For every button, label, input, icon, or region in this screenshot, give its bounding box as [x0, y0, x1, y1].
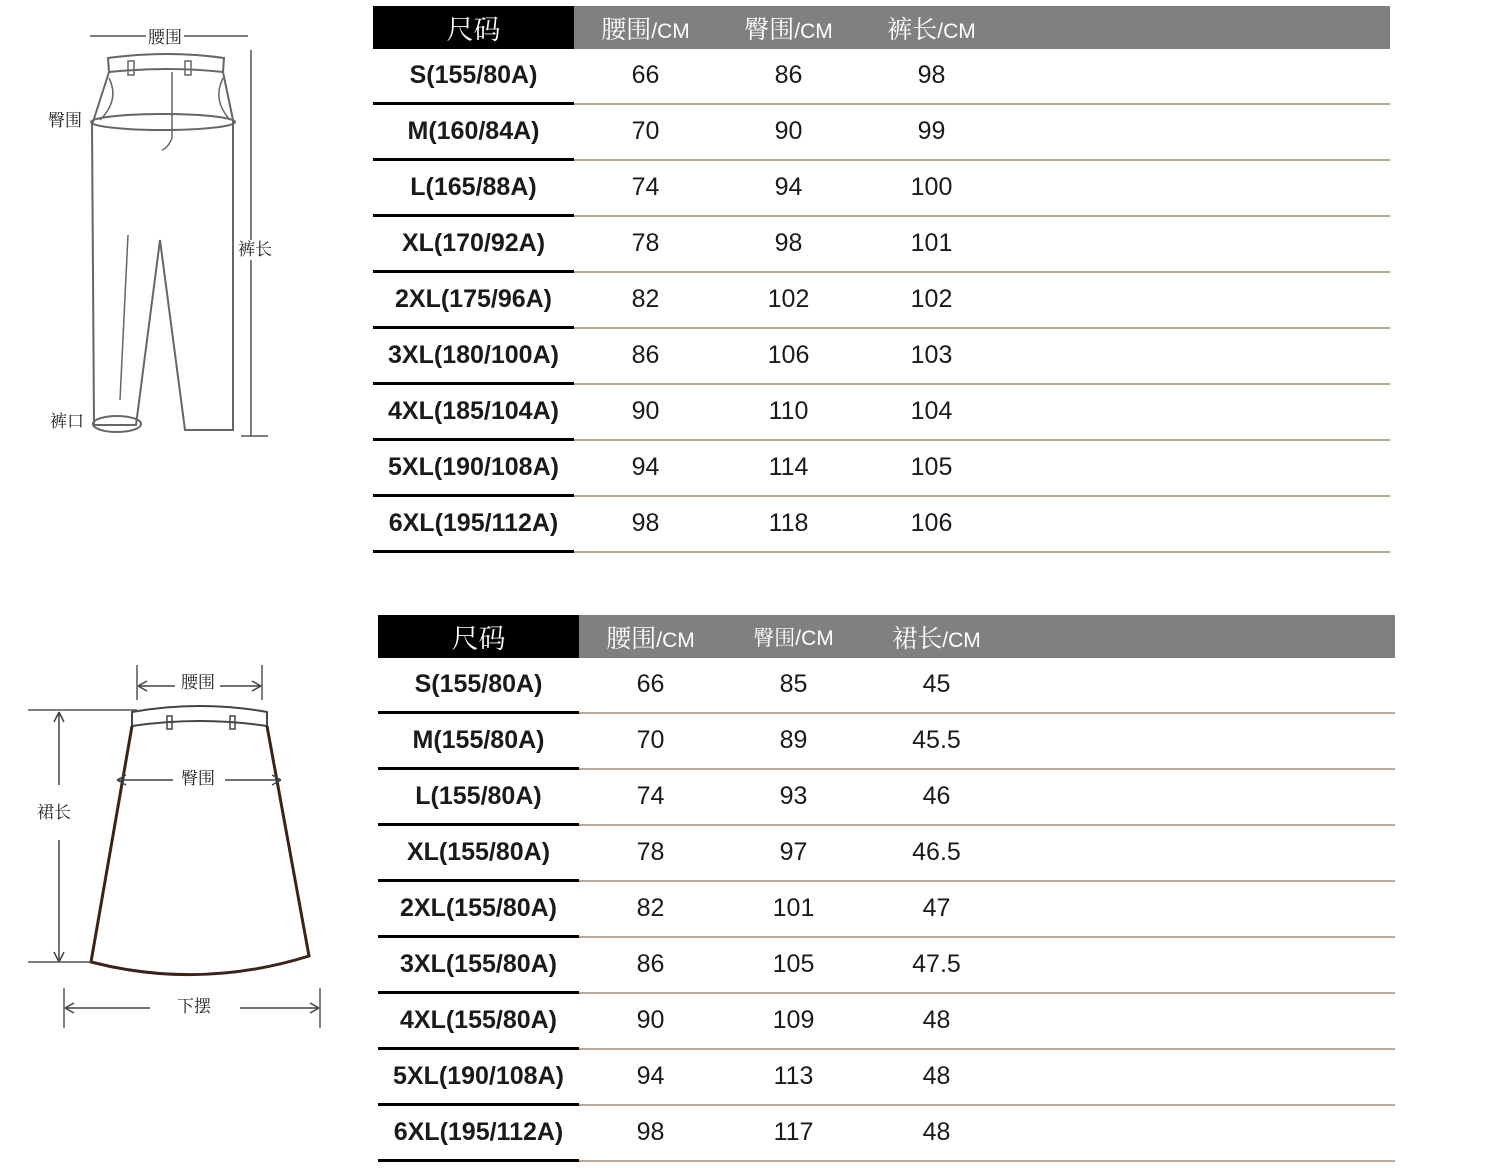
pants-length-label: 裤长: [238, 240, 272, 260]
size-cell: 4XL(155/80A): [378, 993, 579, 1049]
size-cell: L(165/88A): [373, 160, 574, 216]
pants-hem-label: 裤口: [50, 412, 84, 432]
header-length-unit: /CM: [937, 19, 976, 43]
filler-cell: [1008, 713, 1395, 769]
table-row: [378, 1105, 1395, 1161]
filler-cell: [1003, 496, 1390, 552]
header-length: [865, 615, 1008, 658]
filler-cell: [1003, 216, 1390, 272]
filler-cell: [1008, 993, 1395, 1049]
header-waist: [574, 6, 717, 49]
hip-cell: 113: [722, 1049, 865, 1105]
length-cell: 47.5: [865, 937, 1008, 993]
length-cell: 47: [865, 881, 1008, 937]
hip-cell: 118: [717, 496, 860, 552]
table-row: [378, 993, 1395, 1049]
size-cell: 6XL(195/112A): [378, 1105, 579, 1161]
waist-cell: 82: [579, 881, 722, 937]
waist-cell: 94: [574, 440, 717, 496]
filler-cell: [1008, 769, 1395, 825]
waist-cell: 70: [579, 713, 722, 769]
header-hip-text: 臀围: [744, 15, 795, 44]
skirt-length-label: 裙长: [37, 803, 71, 823]
skirt-diagram: [25, 660, 335, 1035]
header-waist-unit: /CM: [651, 19, 690, 43]
skirt-outline-icon: [25, 660, 335, 1035]
length-cell: 48: [865, 1105, 1008, 1161]
size-cell: 5XL(190/108A): [373, 440, 574, 496]
header-hip: 臀围/CM: [722, 615, 865, 658]
length-cell: 100: [860, 160, 1003, 216]
header-waist-text: 腰围: [606, 624, 657, 653]
length-cell: 45: [865, 658, 1008, 713]
header-waist: [579, 615, 722, 658]
table-row: [378, 713, 1395, 769]
table-row: [373, 496, 1390, 552]
header-size: 尺码: [373, 6, 574, 49]
skirt-size-table: [378, 615, 1395, 1162]
pants-diagram: [40, 20, 300, 450]
header-waist-unit: /CM: [656, 628, 695, 652]
size-cell: S(155/80A): [373, 49, 574, 104]
waist-cell: 74: [579, 769, 722, 825]
size-cell: 5XL(190/108A): [378, 1049, 579, 1105]
waist-cell: 78: [574, 216, 717, 272]
filler-cell: [1003, 160, 1390, 216]
skirt-hip-label: 臀围: [181, 769, 215, 789]
header-hip: [717, 6, 860, 49]
size-cell: XL(170/92A): [373, 216, 574, 272]
length-cell: 106: [860, 496, 1003, 552]
hip-cell: 89: [722, 713, 865, 769]
size-cell: 3XL(180/100A): [373, 328, 574, 384]
pants-outline-icon: [40, 20, 300, 450]
table-row: [378, 881, 1395, 937]
waist-cell: 66: [579, 658, 722, 713]
size-cell: S(155/80A): [378, 658, 579, 713]
length-cell: 105: [860, 440, 1003, 496]
waist-cell: 70: [574, 104, 717, 160]
header-waist-text: 腰围: [601, 15, 652, 44]
hip-cell: 105: [722, 937, 865, 993]
table-header-row: [378, 615, 1395, 658]
hip-cell: 114: [717, 440, 860, 496]
size-cell: 2XL(155/80A): [378, 881, 579, 937]
hip-cell: 94: [717, 160, 860, 216]
table-row: [378, 1049, 1395, 1105]
hip-cell: 98: [717, 216, 860, 272]
filler-cell: [1008, 658, 1395, 713]
table-row: [373, 160, 1390, 216]
hip-cell: 117: [722, 1105, 865, 1161]
filler-cell: [1003, 384, 1390, 440]
waist-cell: 74: [574, 160, 717, 216]
hip-cell: 109: [722, 993, 865, 1049]
waist-cell: 82: [574, 272, 717, 328]
waist-cell: 86: [574, 328, 717, 384]
hip-cell: 97: [722, 825, 865, 881]
header-length-text: 裤长: [887, 15, 938, 44]
size-cell: 4XL(185/104A): [373, 384, 574, 440]
filler-cell: [1008, 1049, 1395, 1105]
filler-cell: [1008, 825, 1395, 881]
hip-cell: 102: [717, 272, 860, 328]
waist-cell: 90: [574, 384, 717, 440]
header-length-text: 裙长: [892, 624, 943, 653]
length-cell: 48: [865, 1049, 1008, 1105]
table-row: [378, 937, 1395, 993]
table-row: [373, 384, 1390, 440]
table-row: [378, 658, 1395, 713]
table-row: [373, 49, 1390, 104]
skirt-waist-label: 腰围: [181, 673, 215, 693]
table-row: [373, 104, 1390, 160]
skirt-hem-label: 下摆: [177, 997, 211, 1017]
length-cell: 48: [865, 993, 1008, 1049]
filler-cell: [1008, 1105, 1395, 1161]
length-cell: 98: [860, 49, 1003, 104]
pants-size-table: [373, 6, 1390, 553]
table-row: [373, 440, 1390, 496]
header-size: 尺码: [378, 615, 579, 658]
size-cell: L(155/80A): [378, 769, 579, 825]
waist-cell: 66: [574, 49, 717, 104]
size-cell: 6XL(195/112A): [373, 496, 574, 552]
waist-cell: 78: [579, 825, 722, 881]
waist-cell: 98: [574, 496, 717, 552]
header-hip-unit: /CM: [794, 19, 833, 43]
filler-cell: [1008, 881, 1395, 937]
hip-cell: 101: [722, 881, 865, 937]
hip-cell: 85: [722, 658, 865, 713]
filler-cell: [1003, 328, 1390, 384]
pants-waist-label: 腰围: [148, 28, 182, 48]
waist-cell: 86: [579, 937, 722, 993]
filler-cell: [1003, 49, 1390, 104]
waist-cell: 98: [579, 1105, 722, 1161]
waist-cell: 90: [579, 993, 722, 1049]
length-cell: 102: [860, 272, 1003, 328]
filler-cell: [1003, 104, 1390, 160]
header-filler: [1003, 6, 1390, 49]
hip-cell: 86: [717, 49, 860, 104]
length-cell: 46.5: [865, 825, 1008, 881]
table-header-row: [373, 6, 1390, 49]
length-cell: 99: [860, 104, 1003, 160]
filler-cell: [1003, 272, 1390, 328]
table-row: [373, 272, 1390, 328]
hip-cell: 110: [717, 384, 860, 440]
length-cell: 45.5: [865, 713, 1008, 769]
table-row: [373, 328, 1390, 384]
hip-cell: 90: [717, 104, 860, 160]
filler-cell: [1008, 937, 1395, 993]
size-cell: 3XL(155/80A): [378, 937, 579, 993]
length-cell: 101: [860, 216, 1003, 272]
hip-cell: 106: [717, 328, 860, 384]
table-row: [378, 825, 1395, 881]
length-cell: 46: [865, 769, 1008, 825]
header-length: [860, 6, 1003, 49]
header-length-unit: /CM: [942, 628, 981, 652]
length-cell: 104: [860, 384, 1003, 440]
filler-cell: [1003, 440, 1390, 496]
hip-cell: 93: [722, 769, 865, 825]
table-row: [373, 216, 1390, 272]
size-cell: M(160/84A): [373, 104, 574, 160]
table-row: [378, 769, 1395, 825]
length-cell: 103: [860, 328, 1003, 384]
size-cell: XL(155/80A): [378, 825, 579, 881]
waist-cell: 94: [579, 1049, 722, 1105]
size-cell: M(155/80A): [378, 713, 579, 769]
header-filler: [1008, 615, 1395, 658]
size-cell: 2XL(175/96A): [373, 272, 574, 328]
pants-hip-label: 臀围: [48, 111, 82, 131]
